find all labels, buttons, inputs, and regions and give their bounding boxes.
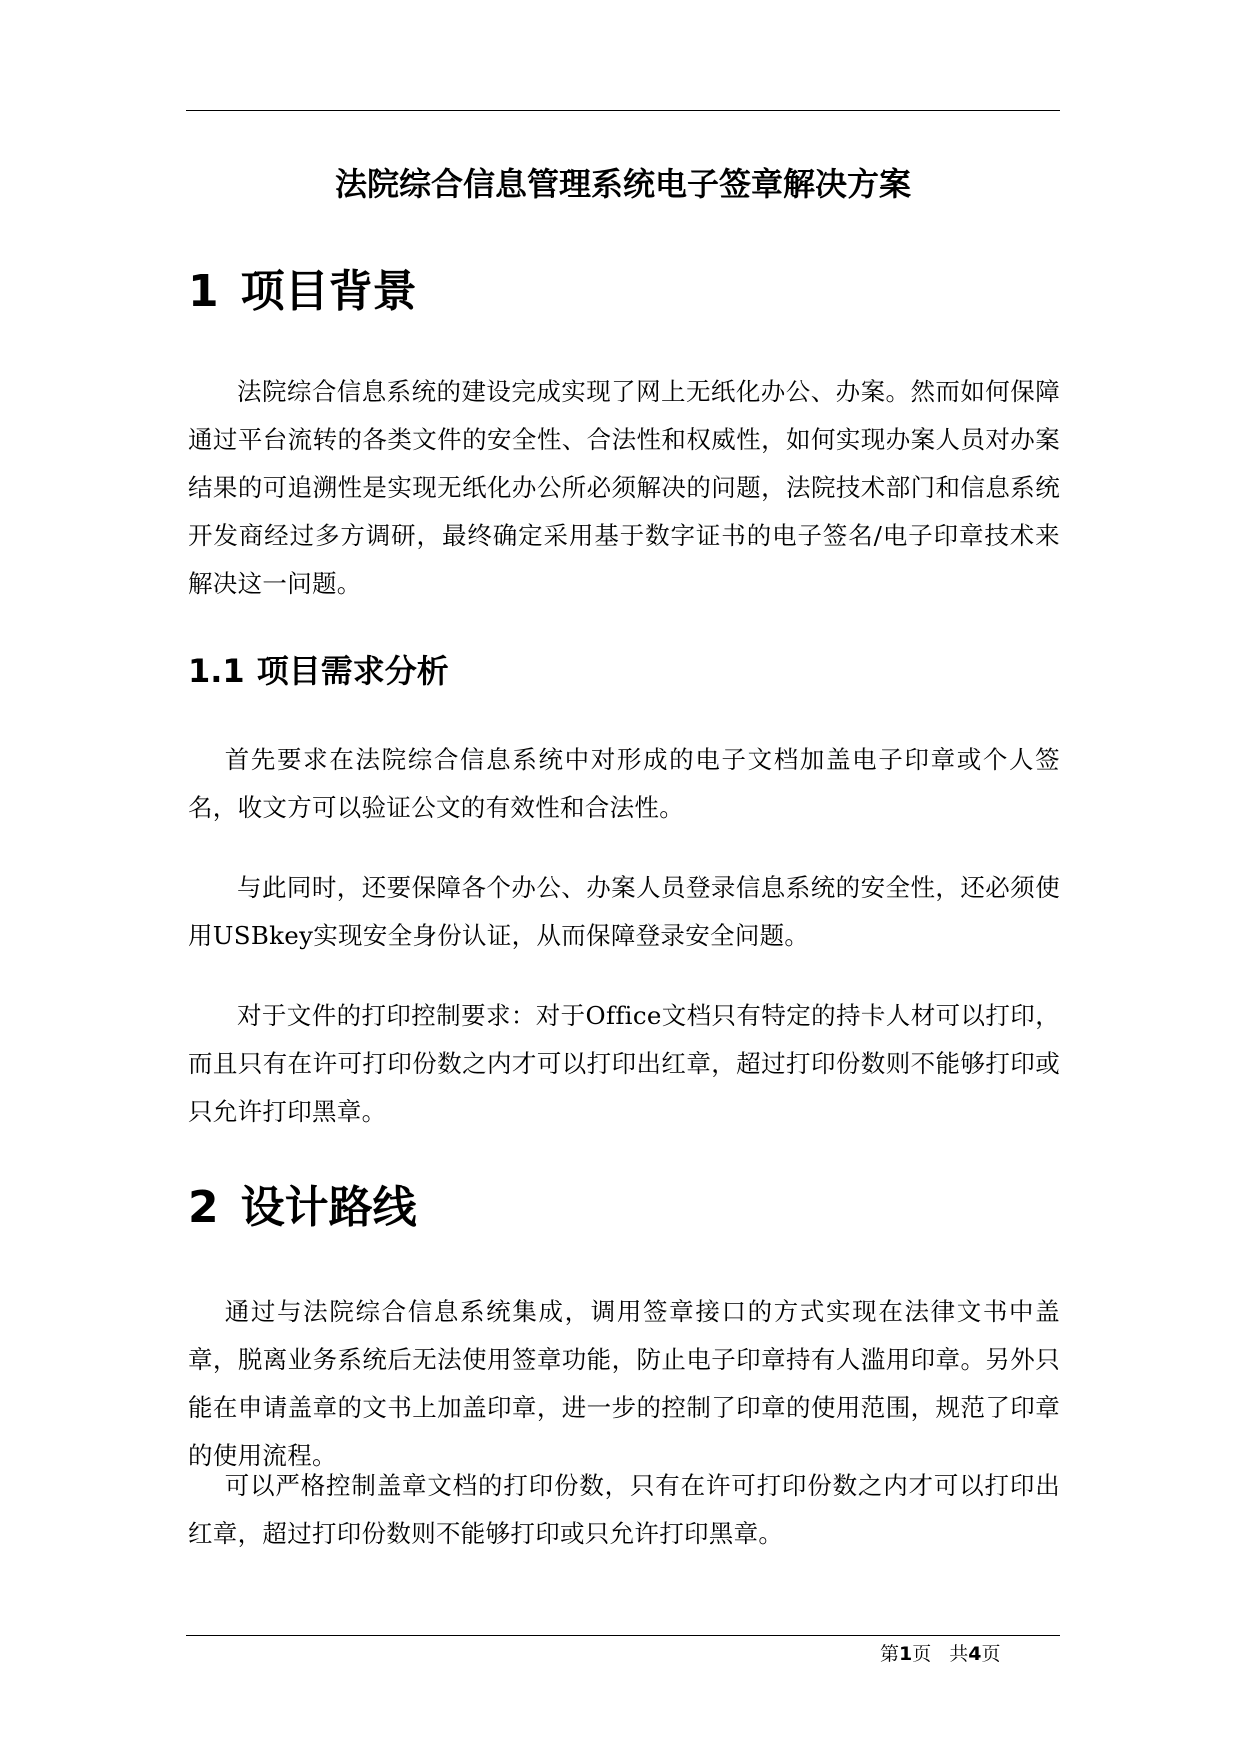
page-number: 第1页 [880, 1643, 932, 1665]
page-footer [880, 1640, 1060, 1668]
section-heading-1 [188, 262, 417, 322]
subsection-heading-1-1 [188, 648, 449, 694]
paragraph-requirement-login: 与此同时，还要保障各个办公、办案人员登录信息系统的安全性，还必须使用USBkey实现安全身份认证，从而保障登录安全问题。 [188, 873, 1060, 950]
paragraph-project-background: 法院综合信息系统的建设完成实现了网上无纸化办公、办案。然而如何保障通过平台流转的各类文件的安全性、合法性和权威性，如何实现办案人员对办案结果的可追溯性是实现无纸化办公所必须解决的问题，法院技术部门和信息系统开发商经过多方调研，最终确定采用基于数字证书的电子签名/电子印章技术来解决这一问题。 [188, 377, 1060, 598]
page-total: 共4页 [949, 1643, 1001, 1665]
section-number: 2 [188, 1182, 219, 1233]
footer-rule [186, 1635, 1060, 1636]
document-title: 法院综合信息管理系统电子签章解决方案 [334, 165, 911, 203]
subsection-number: 1.1 [188, 652, 245, 690]
subsection-title: 项目需求分析 [256, 652, 449, 690]
paragraph-requirement-print: 对于文件的打印控制要求：对于Office文档只有特定的持卡人材可以打印，而且只有在许可打印份数之内才可以打印出红章，超过打印份数则不能够打印或只允许打印黑章。 [188, 1001, 1060, 1126]
paragraph-design-print-control: 可以严格控制盖章文档的打印份数，只有在许可打印份数之内才可以打印出红章，超过打印份数则不能够打印或只允许打印黑章。 [188, 1471, 1060, 1548]
section-number: 1 [188, 266, 219, 317]
paragraph-design-integration: 通过与法院综合信息系统集成，调用签章接口的方式实现在法律文书中盖章，脱离业务系统后无法使用签章功能，防止电子印章持有人滥用印章。另外只能在申请盖章的文书上加盖印章，进一步的控制了印章的使用范围，规范了印章的使用流程。 [188, 1297, 1060, 1470]
section-title: 设计路线 [240, 1182, 417, 1233]
header-rule [186, 110, 1060, 111]
section-heading-2 [188, 1178, 417, 1238]
paragraph-requirement-seal: 首先要求在法院综合信息系统中对形成的电子文档加盖电子印章或个人签名，收文方可以验证公文的有效性和合法性。 [188, 745, 1060, 822]
section-title: 项目背景 [240, 266, 417, 317]
